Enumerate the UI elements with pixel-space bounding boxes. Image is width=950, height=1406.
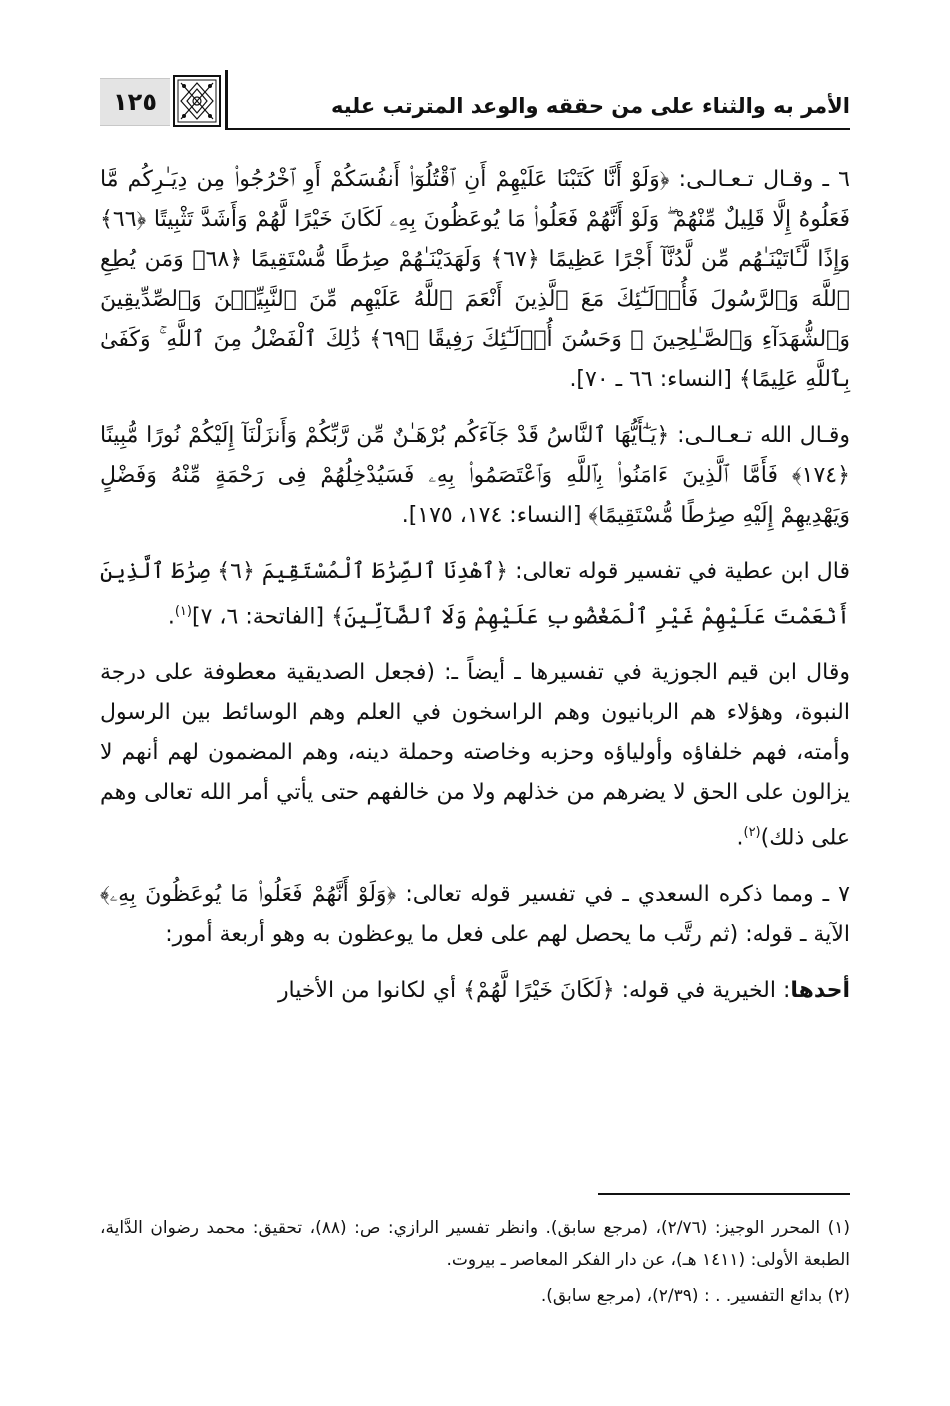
paragraph-rest: أي لكانوا من الأخيار <box>277 977 464 1003</box>
paragraph-verse-nisa-174 <box>100 416 850 536</box>
running-header <box>100 68 850 132</box>
paragraph-intro: وقـال الله تـعـالـى: <box>669 423 850 448</box>
paragraph-intro: قال ابن عطية في تفسير قوله تعالى: <box>508 559 850 584</box>
quran-quote: ﴿لَكَانَ خَيْرًا لَّهُمْ﴾ <box>463 977 615 1003</box>
quran-quote: ﴿وَلَوْ أَنَّهُمْ فَعَلُوا۟ مَا يُوعَظُونَ بِهِۦ﴾ <box>100 881 397 907</box>
paragraph-lead: أحدها <box>790 977 850 1003</box>
paragraph-tail: . <box>736 825 744 851</box>
paragraph-intro: ٦ ـ وقـال تـعـالـى: <box>669 167 850 192</box>
footnotes <box>100 1212 850 1316</box>
footnote-number: (١) <box>827 1218 850 1238</box>
quran-reference: [النساء: ٦٦ ـ ٧٠]. <box>569 367 739 392</box>
page-number: ١٢٥ <box>113 88 157 116</box>
paragraph-intro: ٧ ـ ومما ذكره السعدي ـ في تفسير قوله تعالى: <box>396 881 850 907</box>
footnote-marker-2[interactable]: (٢) <box>743 825 761 841</box>
footnote-text: المحرر الوجيز: (٢/٧٦)، (مرجع سابق). وانظر تفسير الرازي: ص: (٨٨)، تحقيق: محمد رضوان الدَّاية، الطبعة الأولى: (١٤١١ هـ)، عن دار الفكر المعاصر ـ بيروت. <box>100 1218 850 1270</box>
footnote-number: (٢) <box>827 1286 850 1306</box>
paragraph-tail: . <box>167 604 175 630</box>
header-rule <box>228 128 850 130</box>
footnote-text: بدائع التفسير. . : (٢/٣٩)، (مرجع سابق). <box>540 1286 823 1306</box>
paragraph-ibn-qayyim <box>100 653 850 858</box>
paragraph-ibn-atiyya <box>100 552 850 637</box>
quran-quote: ﴿يَـٰٓأَيُّهَا ٱلنَّاسُ قَدْ جَآءَكُم بُرْهَـٰنٌ مِّن رَّبِّكُمْ وَأَنزَلْنَآ إِلَيْكُمْ نُورًا مُّبِينًا ﴿١٧٤﴾ فَأَمَّا ٱلَّذِينَ ءَامَنُوا۟ بِٱللَّهِ وَٱعْتَصَمُوا۟ بِهِۦ فَسَيُدْخِلُهُمْ فِى رَحْمَةٍ مِّنْهُ وَفَضْلٍ وَيَهْدِيهِمْ إِلَيْهِ صِرَٰطًا مُّسْتَقِيمًا﴾ <box>100 423 850 528</box>
footnote-1 <box>100 1212 850 1276</box>
footnote-2 <box>100 1280 850 1312</box>
paragraph-intro: : الخيرية في قوله: <box>614 977 791 1003</box>
paragraph-saadi <box>100 875 850 955</box>
footnote-rule <box>598 1193 850 1195</box>
page-number-box <box>100 78 170 126</box>
quran-quote: ﴿ٱهْدِنَا ٱلصِّرَٰطَ ٱلْمُسْتَقِيمَ ﴿٦﴾ صِرَٰطَ ٱلَّذِينَ أَنْعَمْتَ عَلَيْهِمْ غَيْرِ ٱلْمَغْضُوبِ عَلَيْهِمْ وَلَا ٱلضَّآلِّينَ﴾ <box>100 559 850 630</box>
running-header-title: الأمر به والثناء على من حققه والوعد المترتب عليه <box>331 94 850 118</box>
quran-quote: ﴿وَلَوْ أَنَّا كَتَبْنَا عَلَيْهِمْ أَنِ ٱقْتُلُوٓا۟ أَنفُسَكُمْ أَوِ ٱخْرُجُوا۟ مِن دِيَـٰرِكُم مَّا فَعَلُوهُ إِلَّا قَلِيلٌ مِّنْهُمْ ۖ وَلَوْ أَنَّهُمْ فَعَلُوا۟ مَا يُوعَظُونَ بِهِۦ لَكَانَ خَيْرًا لَّهُمْ وَأَشَدَّ تَثْبِيتًا ﴿٦٦﴾ وَإِذًا لَّـَٔاتَيْنَـٰهُم مِّن لَّدُنَّآ أَجْرًا عَظِيمًا ﴿٦٧﴾ وَلَهَدَيْنَـٰهُمْ صِرَٰطًا مُّسْتَقِيمًا ﴿٦٨﴾ وَمَن يُطِعِ ٱللَّهَ وَٱلرَّسُولَ فَأُو۟لَـٰٓئِكَ مَعَ ٱلَّذِينَ أَنْعَمَ ٱللَّهُ عَلَيْهِم مِّنَ ٱلنَّبِيِّـۧنَ وَٱلصِّدِّيقِينَ وَٱلشُّهَدَآءِ وَٱلصَّـٰلِحِينَ ۚ وَحَسُنَ أُو۟لَـٰٓئِكَ رَفِيقًا ﴿٦٩﴾ ذَٰلِكَ ٱلْفَضْلُ مِنَ ٱللَّهِ ۚ وَكَفَىٰ بِٱللَّهِ عَلِيمًا﴾ <box>100 167 850 392</box>
quran-reference: [الفاتحة: ٦، ٧] <box>191 604 332 630</box>
paragraph-verse-nisa-66 <box>100 160 850 400</box>
paragraph-text: وقال ابن قيم الجوزية في تفسيرها ـ أيضاً ـ: (فجعل الصديقية معطوفة على درجة النبوة، وهؤلاء هم الربانيون وهم الراسخون في العلم وهم الوسائط بين الرسول وأمته، فهم خلفاؤه وأولياؤه وحزبه وخاصته وحملة دينه، وهم المضمون لهم أنهم لا يزالون على الحق لا يضرهم من خذلهم ولا من خالفهم حتى يأتي أمر الله تعالى وهم على ذلك) <box>100 660 850 851</box>
paragraph-first-matter <box>100 971 850 1011</box>
ornament-icon <box>172 74 222 128</box>
main-text <box>100 160 850 1027</box>
header-divider-bar <box>225 70 228 130</box>
paragraph-rest: الآية ـ قوله: (ثم رتَّب ما يحصل لهم على فعل ما يوعظون به وهو أربعة أمور: <box>165 921 850 947</box>
footnote-marker-1[interactable]: (١) <box>174 604 192 619</box>
quran-reference: [النساء: ١٧٤، ١٧٥]. <box>401 503 589 528</box>
